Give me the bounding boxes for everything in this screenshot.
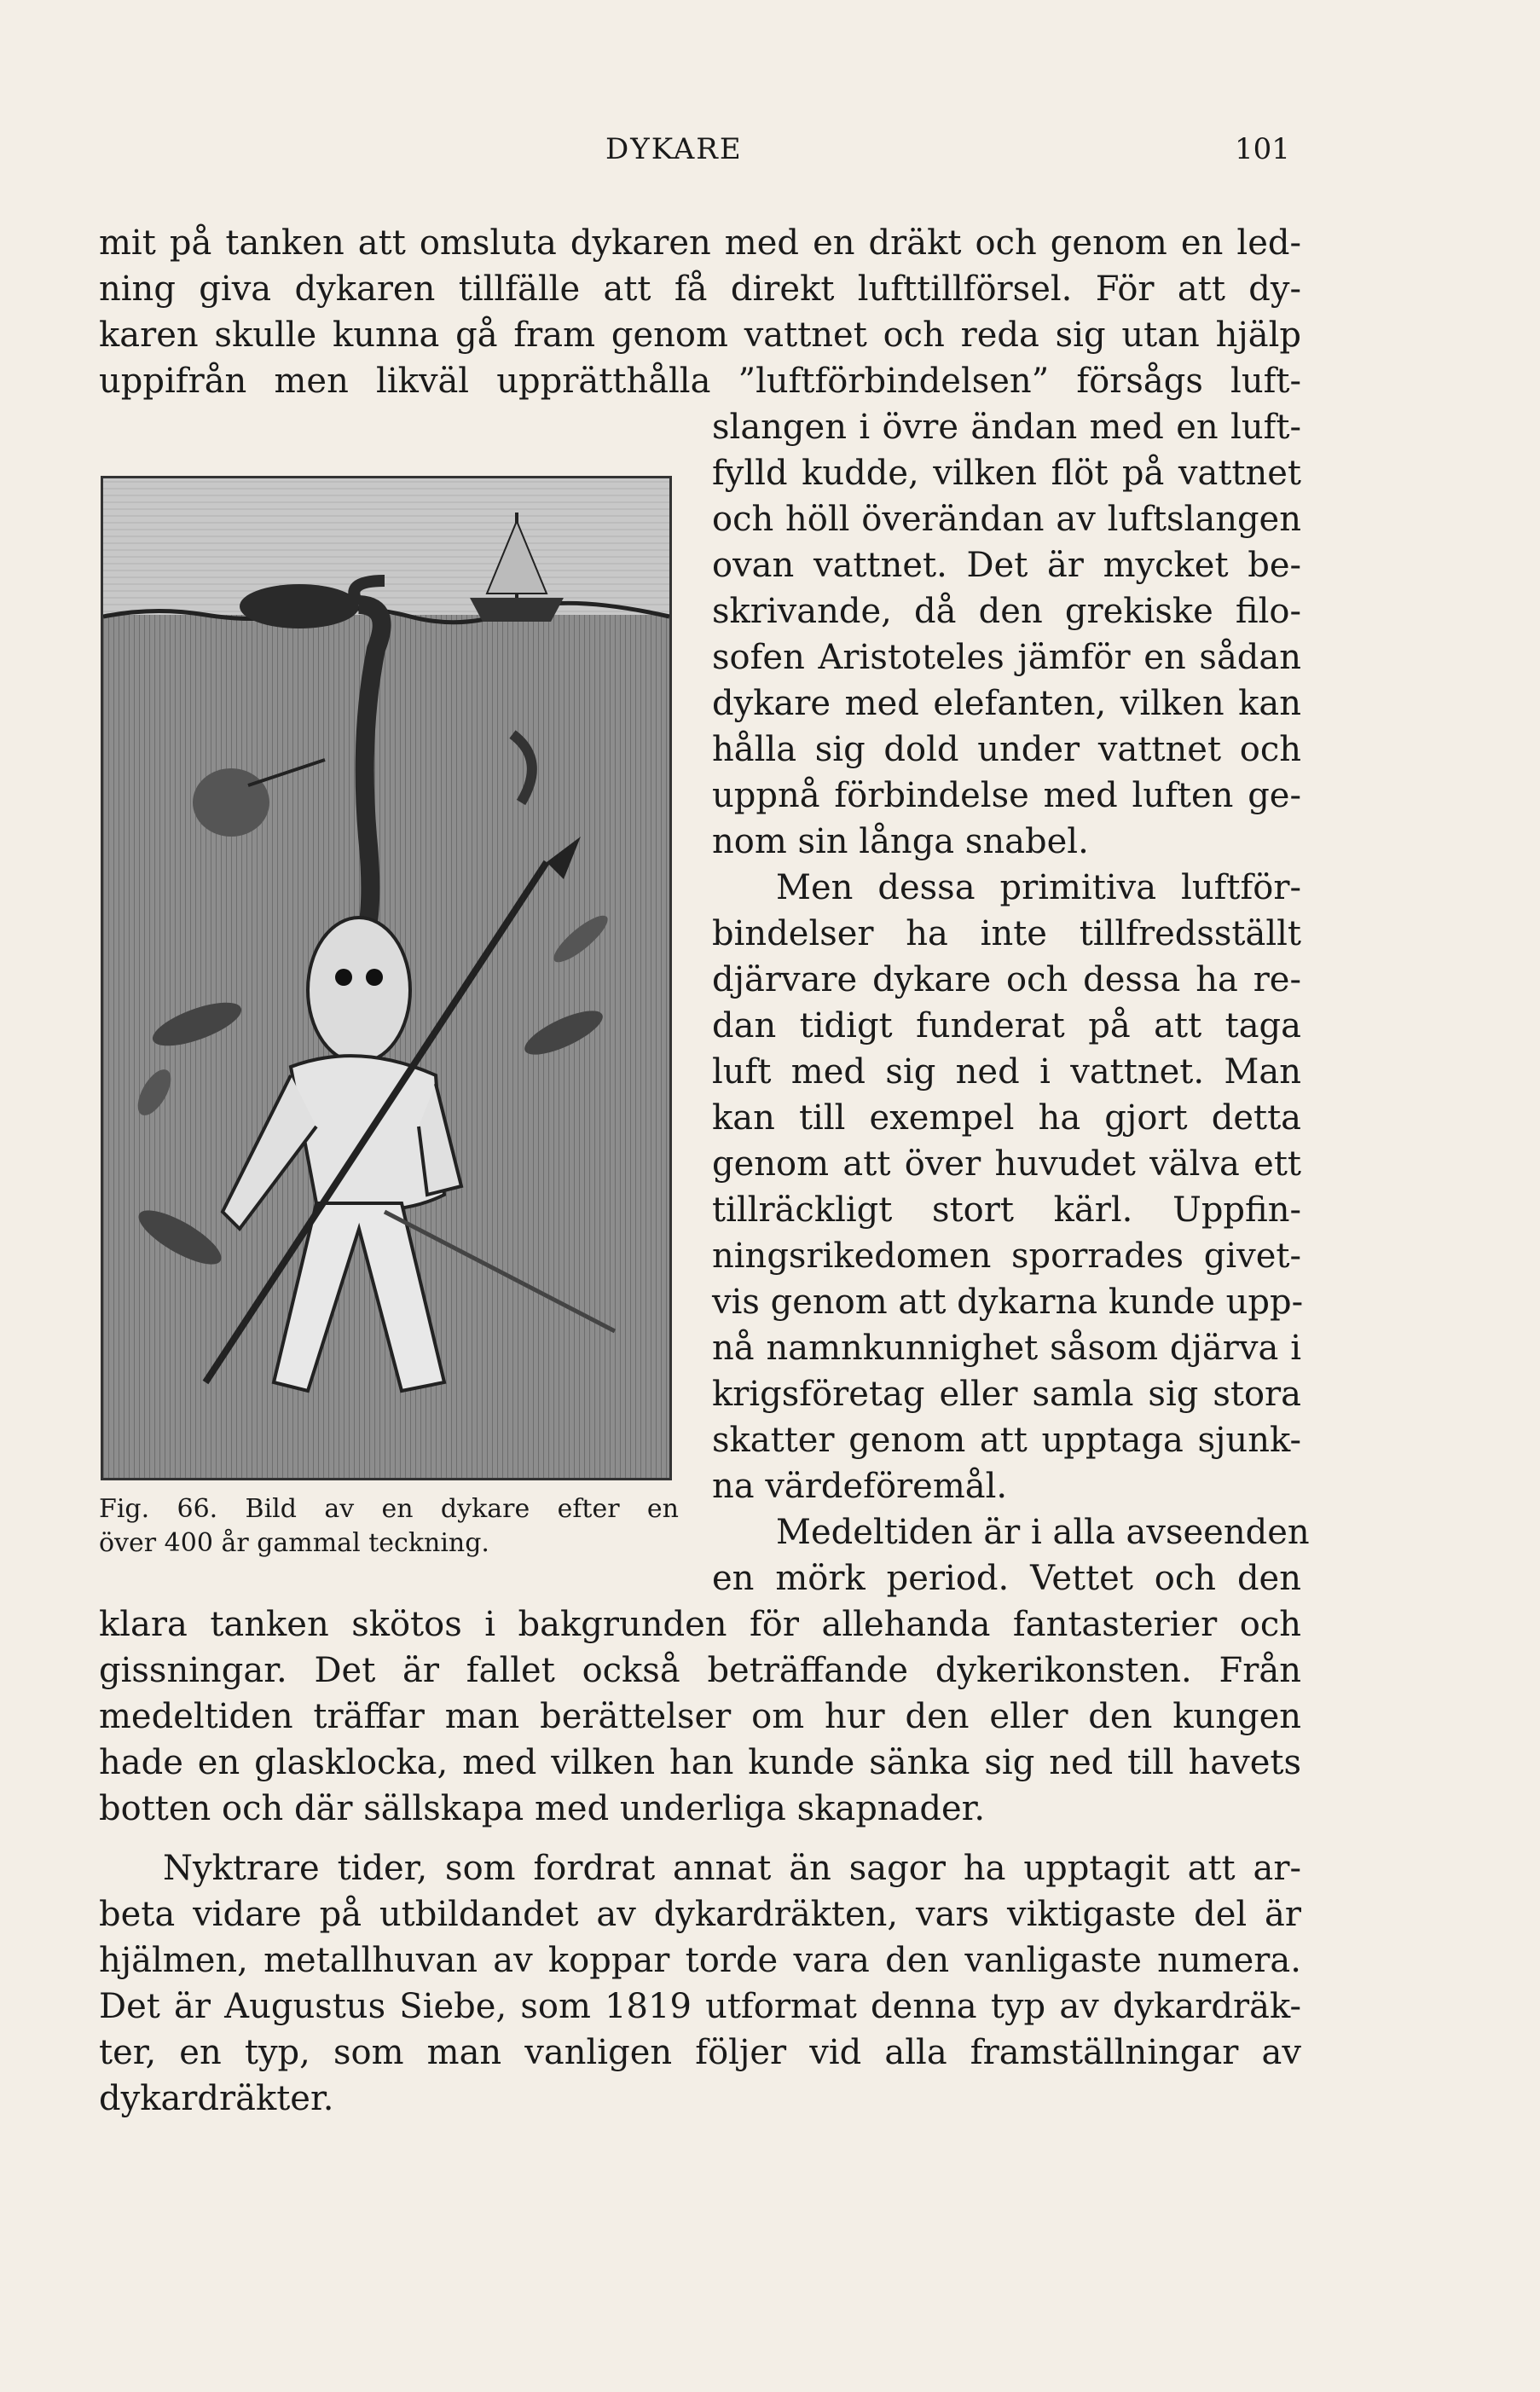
text-line: karen skulle kunna gå fram genom vattnet och reda sig utan hjälp — [99, 316, 1301, 355]
text-line: klara tanken skötos i bakgrunden för allehanda fantasterier och — [99, 1605, 1301, 1644]
text-line: bindelser ha inte tillfredsställt — [712, 914, 1301, 953]
text-line: mit på tanken att omsluta dykaren med en dräkt och genom en led- — [99, 223, 1301, 263]
caption-line: över 400 år gammal teckning. — [99, 1528, 489, 1558]
text-line: djärvare dykare och dessa ha re- — [712, 960, 1301, 999]
text-line: slangen i övre ändan med en luft- — [712, 408, 1301, 447]
text-line: Nyktrare tider, som fordrat annat än sagor ha upptagit att ar- — [163, 1849, 1301, 1888]
text-line: luft med sig ned i vattnet. Man — [712, 1052, 1301, 1092]
text-line: ning giva dykaren tillfälle att få direkt lufttillförsel. För att dy- — [99, 269, 1301, 309]
text-line: nå namnkunnighet såsom djärva i — [712, 1329, 1301, 1368]
diver-illustration-icon — [103, 478, 669, 1478]
text-line: gissningar. Det är fallet också beträffande dykerikonsten. Från — [99, 1651, 1301, 1690]
text-line: medeltiden träffar man berättelser om hur den eller den kungen — [99, 1697, 1301, 1736]
caption-line: Fig. 66. Bild av en dykare efter en — [99, 1494, 679, 1524]
text-line: kan till exempel ha gjort detta — [712, 1098, 1301, 1138]
text-line: botten och där sällskapa med underliga skapnader. — [99, 1789, 986, 1828]
text-line: en mörk period. Vettet och den — [712, 1559, 1301, 1598]
text-line: uppnå förbindelse med luften ge- — [712, 776, 1301, 815]
text-line: hålla sig dold under vattnet och — [712, 730, 1301, 769]
text-line: dykardräkter. — [99, 2079, 334, 2118]
text-line: dykare med elefanten, vilken kan — [712, 684, 1301, 723]
figure-diver-illustration — [101, 476, 672, 1480]
text-line: skatter genom att upptaga sjunk- — [712, 1421, 1301, 1460]
text-line: ovan vattnet. Det är mycket be- — [712, 546, 1301, 585]
text-line: hade en glasklocka, med vilken han kunde sänka sig ned till havets — [99, 1743, 1301, 1782]
text-line: krigsföretag eller samla sig stora — [712, 1375, 1301, 1414]
text-line: nom sin långa snabel. — [712, 822, 1089, 861]
text-line: fylld kudde, vilken flöt på vattnet — [712, 454, 1301, 493]
text-line: ter, en typ, som man vanligen följer vid alla framställningar av — [99, 2033, 1301, 2072]
text-line: genom att över huvudet välva ett — [712, 1144, 1301, 1184]
text-line: hjälmen, metallhuvan av koppar torde vara den vanligaste numera. — [99, 1941, 1301, 1980]
page-number: 101 — [1235, 132, 1290, 166]
text-line: vis genom att dykarna kunde upp- — [712, 1283, 1304, 1322]
text-line: och höll överändan av luftslangen — [712, 500, 1301, 539]
running-head — [0, 132, 1540, 175]
text-line: Men dessa primitiva luftför- — [776, 868, 1301, 907]
text-line: beta vidare på utbildandet av dykardräkten, vars viktigaste del är — [99, 1895, 1301, 1934]
text-line: uppifrån men likväl upprätthålla ”luftförbindelsen” försågs luft- — [99, 362, 1301, 401]
text-line: dan tidigt funderat på att taga — [712, 1006, 1301, 1045]
running-title: DYKARE — [605, 132, 743, 166]
text-line: na värdeföremål. — [712, 1467, 1008, 1506]
text-line: ningsrikedomen sporrades givet- — [712, 1237, 1301, 1276]
text-line: Medeltiden är i alla avseenden — [776, 1513, 1310, 1552]
text-line: Det är Augustus Siebe, som 1819 utformat denna typ av dykardräk- — [99, 1987, 1301, 2026]
figure-caption — [99, 1492, 679, 1561]
text-line: skrivande, då den grekiske filo- — [712, 592, 1301, 631]
text-line: sofen Aristoteles jämför en sådan — [712, 638, 1301, 677]
text-line: tillräckligt stort kärl. Uppfin- — [712, 1190, 1301, 1230]
